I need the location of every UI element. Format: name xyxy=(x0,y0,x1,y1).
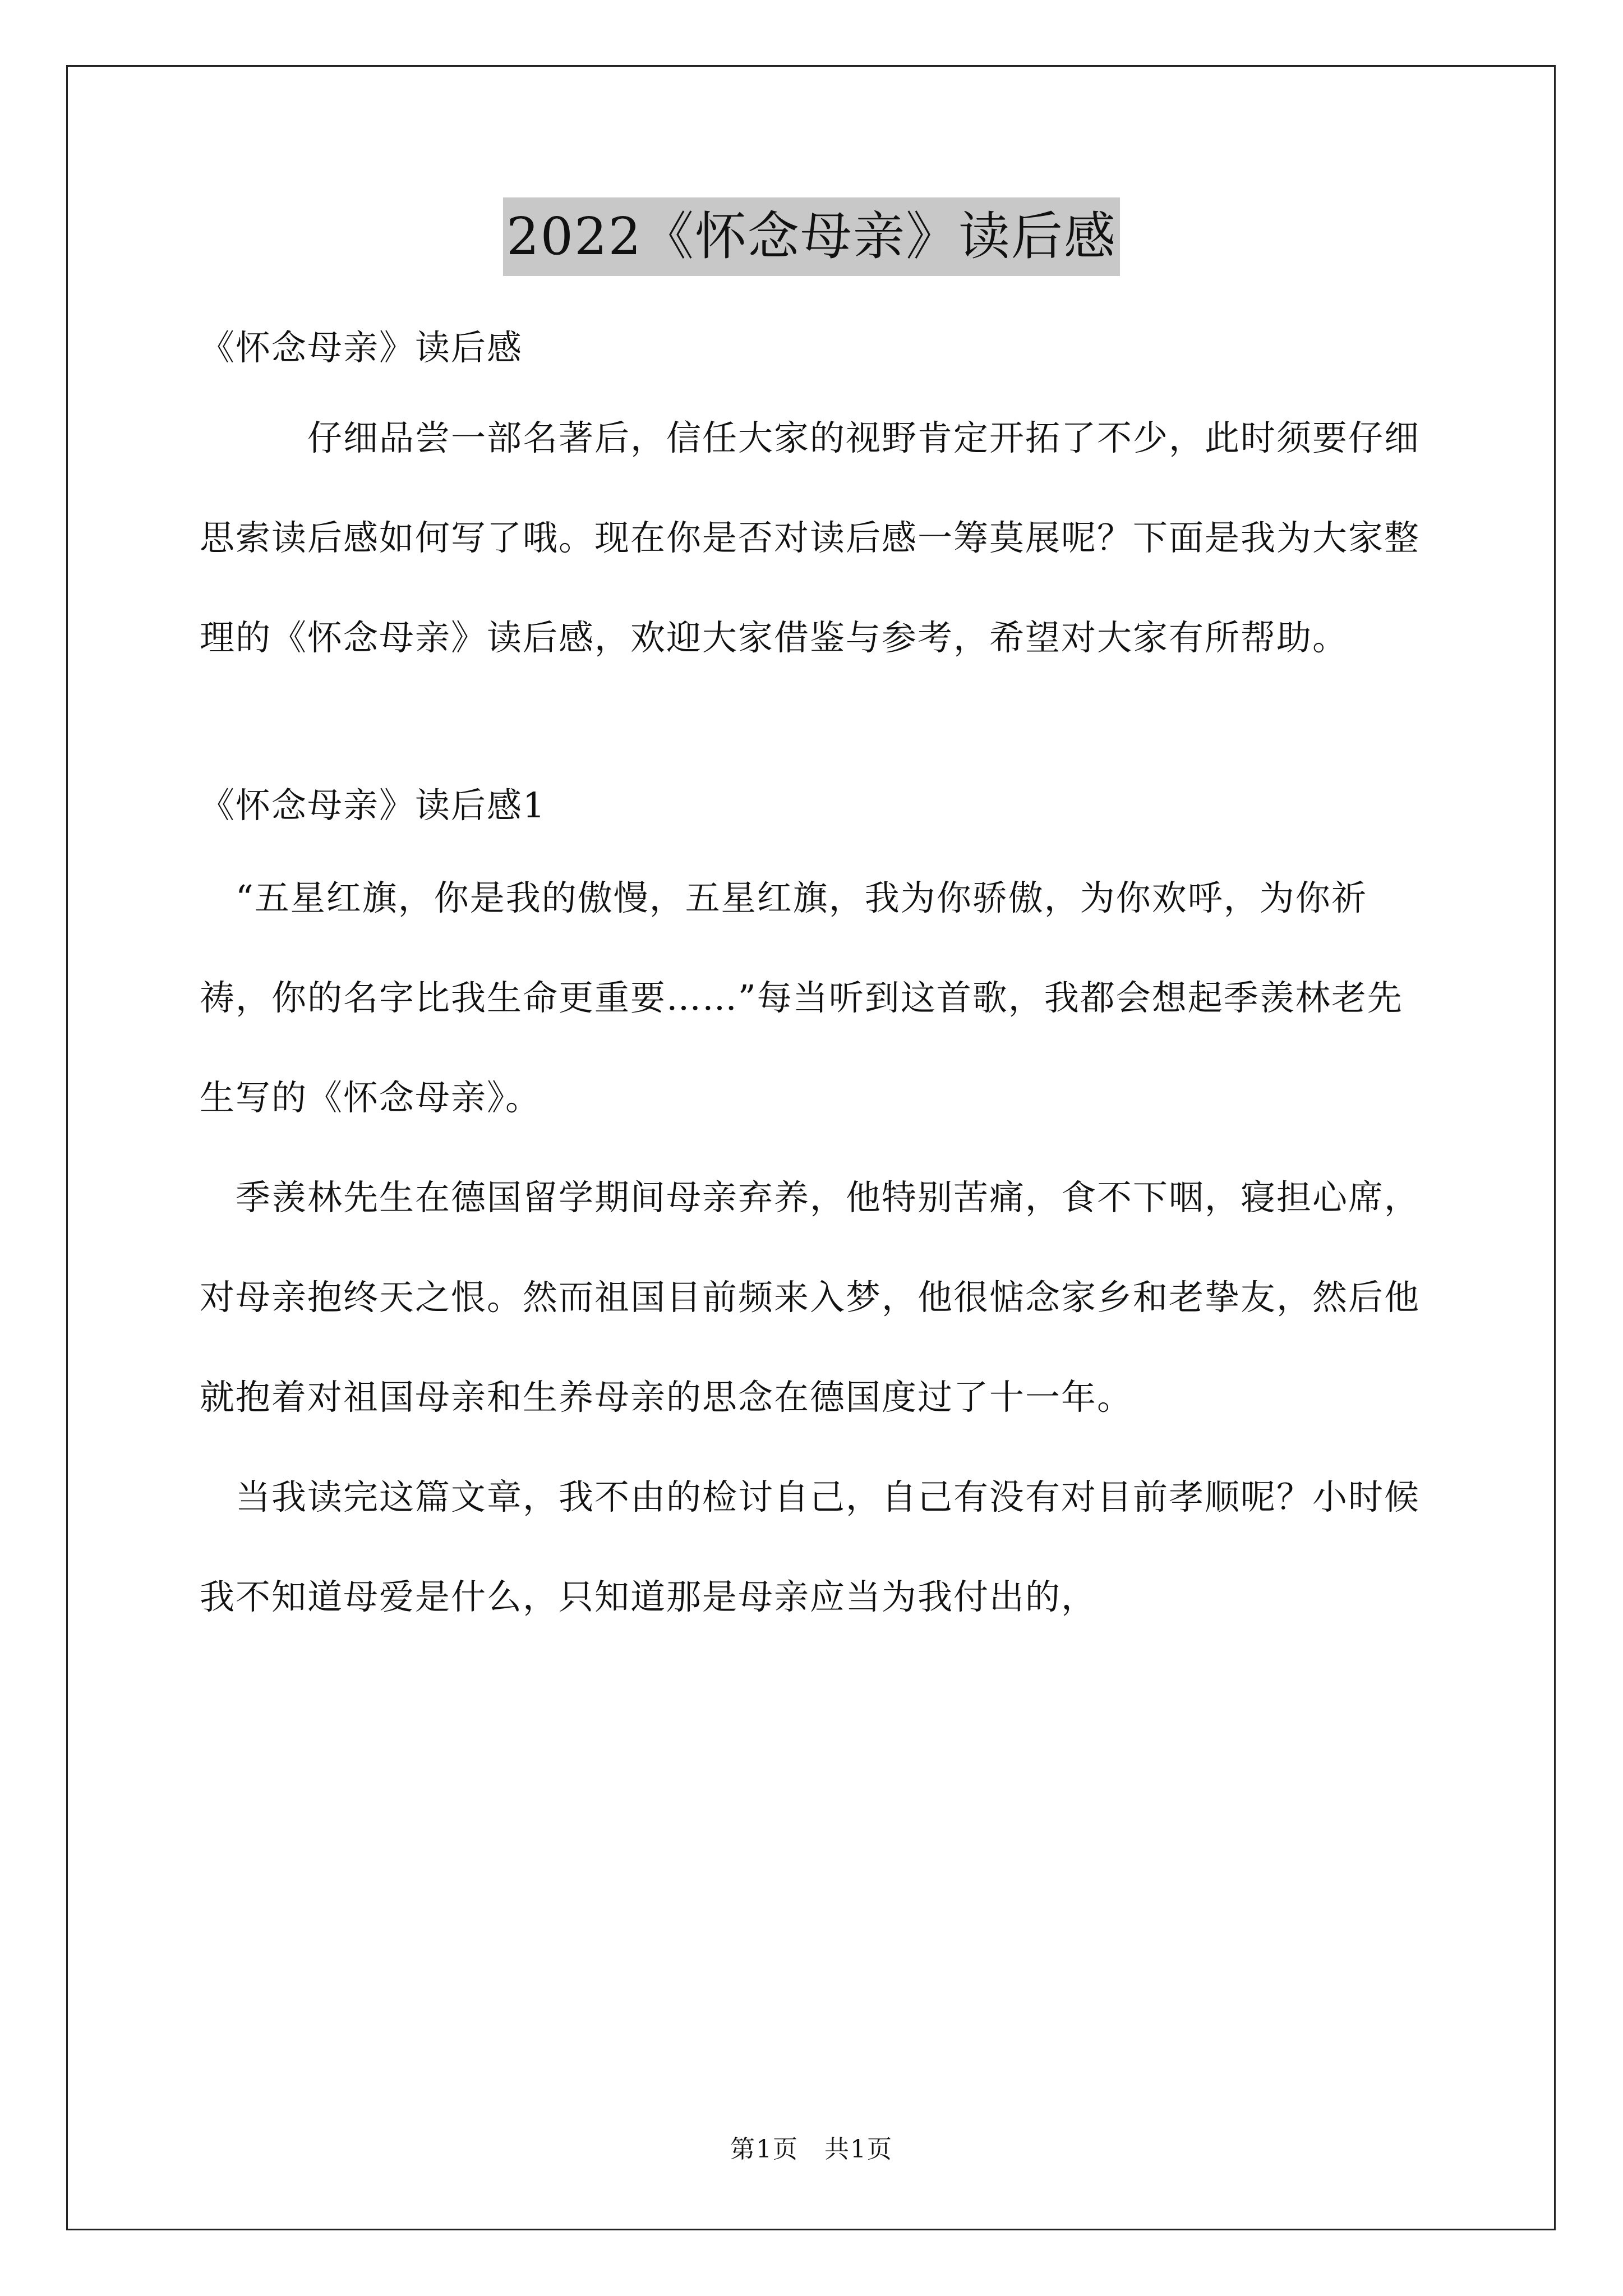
title-container xyxy=(0,197,1623,276)
document-body xyxy=(200,303,1433,1647)
body-paragraph-3: 当我读完这篇文章，我不由的检讨自己，自己有没有对目前孝顺呢？小时候我不知道母爱是什么，只知道那是母亲应当为我付出的， xyxy=(200,1476,1421,1617)
intro-paragraph: 仔细品尝一部名著后，信任大家的视野肯定开拓了不少，此时须要仔细思索读后感如何写了哦。现在你是否对读后感一筹莫展呢？下面是我为大家整理的《怀念母亲》读后感，欢迎大家借鉴与参考，希望对大家有所帮助。 xyxy=(200,417,1421,658)
body-paragraph-2: 季羡林先生在德国留学期间母亲弃养，他特别苦痛，食不下咽，寝担心席，对母亲抱终天之恨。然而祖国目前频来入梦，他很惦念家乡和老挚友，然后他就抱着对祖国母亲和生养母亲的思念在德国度过了十一年。 xyxy=(200,1177,1421,1418)
subtitle-heading: 《怀念母亲》读后感 xyxy=(200,327,523,368)
section-heading-1: 《怀念母亲》读后感1 xyxy=(200,785,546,826)
document-title: 2022《怀念母亲》读后感 xyxy=(503,197,1120,276)
body-paragraph-1: “五星红旗，你是我的傲慢，五星红旗，我为你骄傲，为你欢呼，为你祈祷，你的名字比我生命更重要……”每当听到这首歌，我都会想起季羡林老先生写的《怀念母亲》。 xyxy=(200,877,1403,1118)
page-footer: 第1页 共1页 xyxy=(730,2135,893,2164)
